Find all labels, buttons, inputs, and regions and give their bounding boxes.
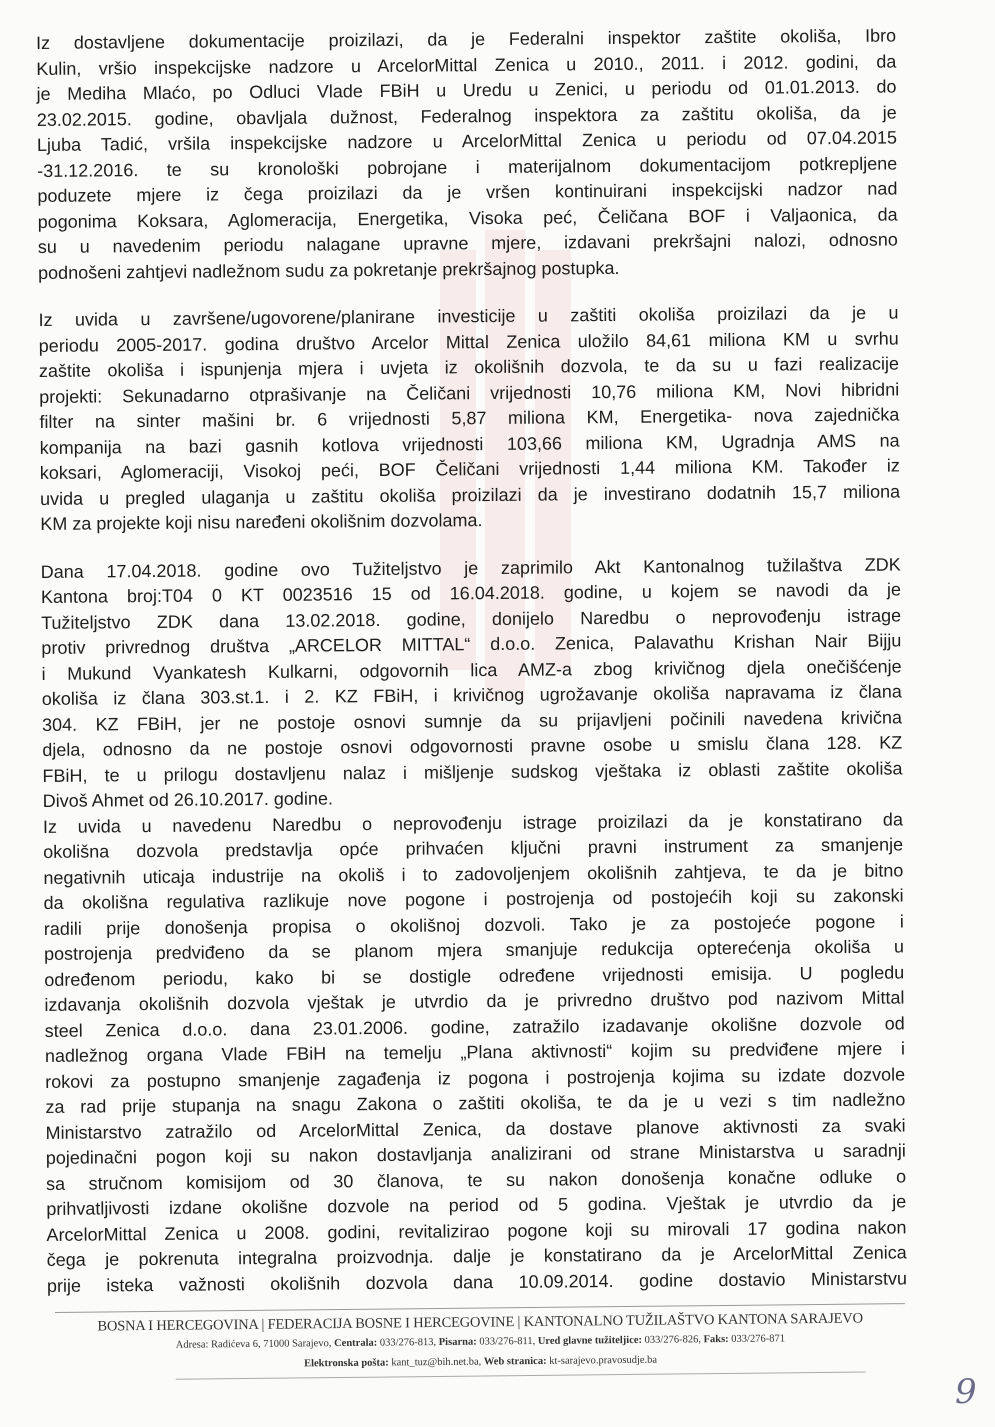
text-line: određenom periodu, kako bi se dostigle određene vrijednosti emisija. U pogledu [44,961,905,990]
central-label: Centrala: [333,1337,378,1350]
address: Radićeva 6, 71000 Sarajevo, [210,1338,332,1351]
text-line: prihvatljivosti izdane okolišne dozvole na period od 5 godina. Vještak je utvrdio da je [46,1191,907,1219]
text-line: poduzete mjere iz čega proizilazi da je vršen kontinuirani inspekcijski nadzor nad [37,178,898,206]
fax-number: 033/276-871 [731,1333,786,1345]
footer-institution: BOSNA I HERCEGOVINA | FEDERACIJA BOSNE I HERCEGOVINE | KANTONALNO TUŽILAŠTVO KANTONA SARAJEVO [97,1310,863,1335]
text-line: Divoš Ahmet od 26.10.2017. godine. [42,788,334,811]
text-line: -31.12.2016. te su kronološki pobrojane i materijalnom dokumentacijom potkrepljene [37,152,898,181]
text-line: kompanija na bazi gasnih kotlova vrijednosti 103,66 miliona KM, Ugradnja AMS na [39,429,900,458]
letterhead-footer [55,1303,906,1381]
text-line: 304. KZ FBiH, jer ne postoje osnovi sumnje da su prijavljeni počinili navedena krivična [41,706,903,735]
fax-label: Faks: [703,1333,729,1346]
text-line: okoliša iz člana 303.st.1. i 2. KZ FBiH, i krivičnog ugrožavanje okoliša napravama iz člana [41,681,902,709]
email-label: Elektronska pošta: [303,1357,389,1370]
text-line: izdavanja okolišnih dozvola vještak je utvrdio da je privredno društvo pod nazivom Mittal [44,987,905,1015]
text-line: ArcelorMittal Zenica u 2008. godini, revitalizirao pogone koji su mirovali 17 godina nakon [46,1216,907,1245]
text-line: rokovi za postupno smanjenje zagađenja iz pogona i postrojenja kojima su izdate dozvole [45,1063,906,1092]
text-line: negativnih uticaja industrije na okoliš i to zadovoljenjem okolišnih zahtjeva, te da je bitno [43,859,904,888]
text-line: Tužiteljstvo ZDK dana 13.02.2018. godine, donijelo Naredbu o neprovođenju istrage [41,604,902,633]
text-line: FBiH, te u prilogu dostavljenu nalaz i mišljenje sudskog vještaka iz oblasti zaštite okoliša [42,757,903,786]
registry-phone: 033/276-811, [479,1335,536,1348]
central-phone: 033/276-813, [379,1337,437,1349]
text-line: da okolišna regulativa razlikuje nove pogone i postrojenja od postojećih koji su zakonski [43,885,904,913]
paragraph [38,300,900,537]
paragraph [36,23,898,285]
web-link[interactable]: kt-sarajevo.pravosudje.ba [549,1354,658,1367]
handwritten-page-number: 9 [955,1372,977,1412]
text-line: pojedinačni pogon koji su nakon dostavljanja analizirani od strane Ministarstva u saradnji [45,1140,906,1168]
text-line: projekti: Sekunadarno otprašivanje na Čeličani vrijednosti 10,76 miliona KM, Novi hibridni [39,378,900,407]
text-line: Iz dostavljene dokumentacije proizilazi, da je Federalni inspektor zaštite okoliša, Ibro [36,25,897,53]
text-line: nadležnog organa Vlade FBiH na temelju „Plana aktivnosti“ kojim su predviđene mjere i [44,1038,905,1066]
registry-label: Pisarna: [438,1336,477,1348]
text-line: sa stručnom komisijom od 30 članova, te su nakon donošenja konačne odluke o [45,1165,907,1194]
text-line: periodu 2005-2017. godina društvo Arcelor Mittal Zenica uložilo 84,61 miliona KM u svrhu [38,327,899,356]
text-line: KM za projekte koji nisu naređeni okolišnim dozvolama. [40,510,483,534]
text-line: Iz uvida u navedenu Naredbu o neprovođenju istrage proizilazi da je konstatirano da [42,808,903,837]
text-line: pogonima Koksara, Aglomeracija, Energetika, Visoka peć, Čeličana BOF i Valjaonica, da [37,203,898,232]
text-line: Iz uvida u završene/ugovorene/planirane investicije u zaštiti okoliša proizilazi da je u [38,302,899,330]
chief-phone: 033/276-826, [644,1334,701,1346]
chief-label: Ured glavne tužiteljice: [537,1334,643,1347]
text-line: filter na sinter mašini br. 6 vrijednosti 5,87 miliona KM, Energetika- nova zajednička [39,404,900,432]
text-line: Kantona broj:T04 0 KT 0023516 15 od 16.04.2018. godine, u kojem se navodi da je [40,579,901,607]
text-line: radili prije donošenja propisa o okolišnoj dozvoli. Tako je za postojeće pogone i [43,910,904,939]
text-line: Ljuba Tadić, vršila inspekcijske nadzore u ArcelorMittal Zenica u periodu od 07.04.2015 [36,127,898,155]
text-line: Ministarstvo zatražilo od ArcelorMittal Zenica, da dostave planove aktivnosti za svaki [45,1114,906,1143]
email-link[interactable]: kant_tuz@bih.net.ba, [391,1356,482,1369]
text-line: steel Zenica d.o.o. dana 23.01.2006. godine, zatražilo izadavanje okolišne dozvole od [44,1012,905,1041]
text-line: prije isteka važnosti okolišnih dozvola dana 10.09.2014. godine dostavio Ministarstvu [46,1267,908,1296]
text-line: Dana 17.04.2018. godine ovo Tužiteljstvo je zaprimilo Akt Kantonalnog tužilaštva ZDK [40,553,901,582]
paragraph [41,552,903,814]
text-line: postrojenja predviđeno da se planom mjera smanjuje redukcija opterećenja okoliša u [43,936,905,964]
text-line: Kulin, vršio inspekcijske nadzore u ArcelorMittal Zenica u 2010., 2011. i 2012. godini, da [36,50,897,79]
text-line: uvida u pregled ulaganja u zaštitu okoliša proizilazi da je investirano dodatnih 15,7 miliona [39,480,901,509]
text-line: i Mukund Vyankatesh Kulkarni, odgovornih lica AMZ-a zbog krivičnog djela onečišćenje [41,655,902,684]
text-line: 23.02.2015. godine, obavljala dužnost, Federalnog inspektora za zaštitu okoliša, da je [36,101,897,130]
text-line: čega je pokrenuta integralna proizvodnja. dalje je konstatirano da je ArcelorMittal Zenica [46,1242,907,1270]
paragraph [43,807,907,1299]
text-line: je Mediha Mlaćo, po Odluci Vlade FBiH u Uredu u Zenici, u periodu od 01.01.2013. do [36,76,897,104]
text-line: su u navedenim periodu nalagane upravne mjere, izdavani prekršajni nalozi, odnosno [37,229,898,257]
text-line: protiv privrednog društva „ARCELOR MITTAL“ d.o.o. Zenica, Palavathu Krishan Nair Bijju [41,630,902,658]
text-line: koksari, Aglomeraciji, Visokoj peći, BOF Čeličani vrijednosti 1,44 miliona KM. Također iz [39,455,900,483]
text-line: podnošeni zahtjevi nadležnom sudu za pokretanje prekršajnog postupka. [38,257,620,283]
text-line: zaštite okoliša i ispunjenja mjera i uvjeta iz okolišnih dozvola, te da su u fazi realizacije [38,353,900,381]
text-line: djela, odnosno da ne postoje osnovi odgovornosti pravne osobe u smislu člana 128. KZ [42,732,903,760]
web-label: Web stranica: [483,1355,547,1368]
address-label: Adresa: [175,1339,209,1351]
text-line: za rad prije stupanja na snagu Zakona o zaštiti okoliša, te da je u vezi s tim nadležno [45,1089,906,1117]
text-line: okolišna dozvola predstavlja opće prihvaćen ključni pravni instrument za smanjenje [43,834,904,862]
document-body [36,23,907,1320]
